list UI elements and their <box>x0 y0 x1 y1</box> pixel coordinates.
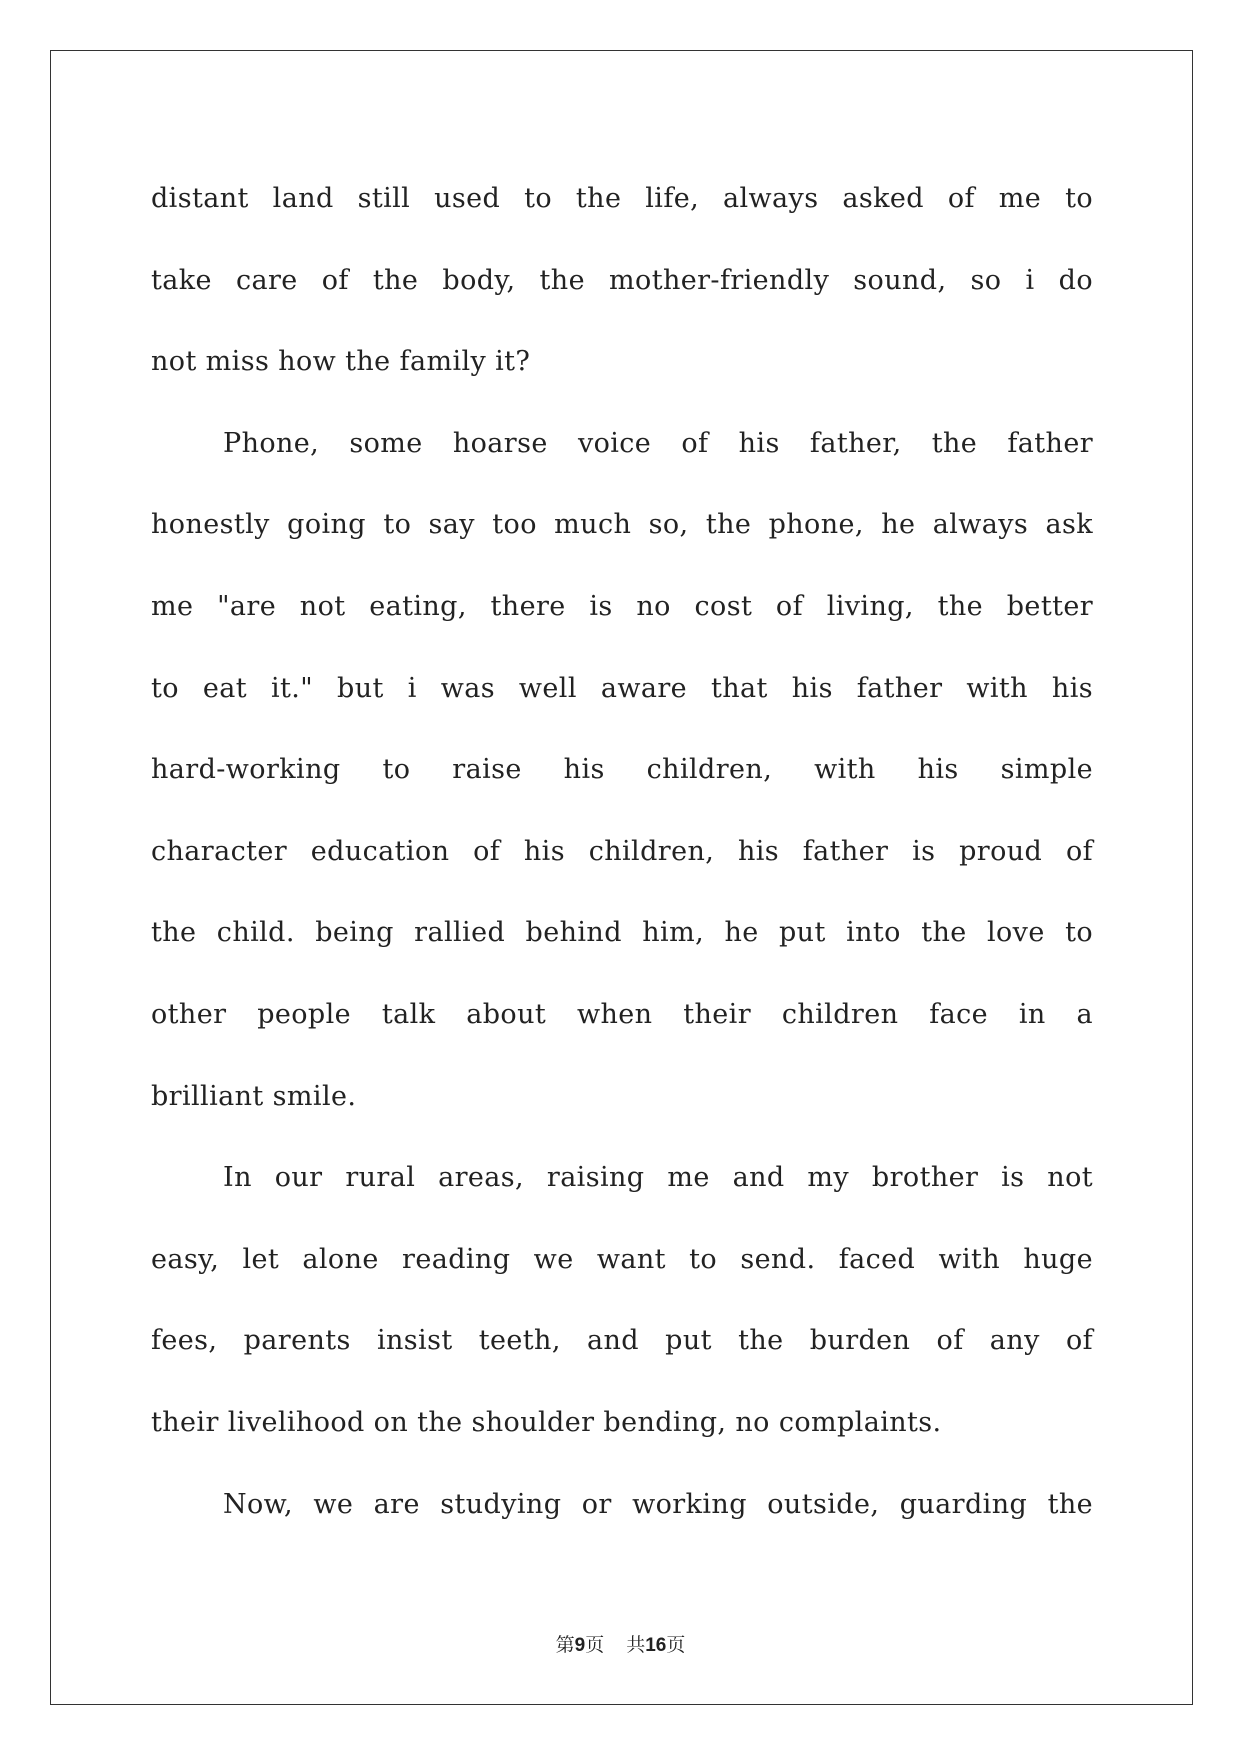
text-line: character education of his children, his father is proud of <box>151 835 1093 867</box>
text-line: honestly going to say too much so, the phone, he always ask <box>151 509 1093 541</box>
text-line: Phone, some hoarse voice of his father, the father <box>223 427 1093 459</box>
footer-total-suffix: 页 <box>666 1634 686 1656</box>
text-line: their livelihood on the shoulder bending, no complaints. <box>151 1406 942 1438</box>
text-line: distant land still used to the life, always asked of me to <box>151 183 1093 214</box>
footer-page-suffix: 页 <box>585 1634 605 1656</box>
footer-total-prefix: 共 <box>626 1634 646 1656</box>
text-line: take care of the body, the mother-friendly sound, so i do <box>151 264 1093 296</box>
footer-total-pages: 16 <box>645 1635 667 1656</box>
body-text <box>151 158 1093 1545</box>
footer-prefix: 第 <box>555 1634 575 1656</box>
text-line: the child. being rallied behind him, he put into the love to <box>151 917 1093 949</box>
text-line: In our rural areas, raising me and my brother is not <box>223 1162 1093 1194</box>
text-line: other people talk about when their children face in a <box>151 998 1093 1030</box>
text-line: easy, let alone reading we want to send. faced with huge <box>151 1243 1093 1275</box>
text-line: brilliant smile. <box>151 1080 357 1112</box>
text-line: Now, we are studying or working outside, guarding the <box>223 1488 1093 1520</box>
text-line: not miss how the family it? <box>151 346 531 378</box>
footer-page-number: 9 <box>574 1635 586 1656</box>
text-line: hard-working to raise his children, with his simple <box>151 754 1093 786</box>
page-footer <box>0 1630 1241 1657</box>
text-line: fees, parents insist teeth, and put the burden of any of <box>151 1325 1093 1357</box>
text-line: me "are not eating, there is no cost of living, the better <box>151 590 1093 622</box>
text-line: to eat it." but i was well aware that his father with his <box>151 672 1093 704</box>
